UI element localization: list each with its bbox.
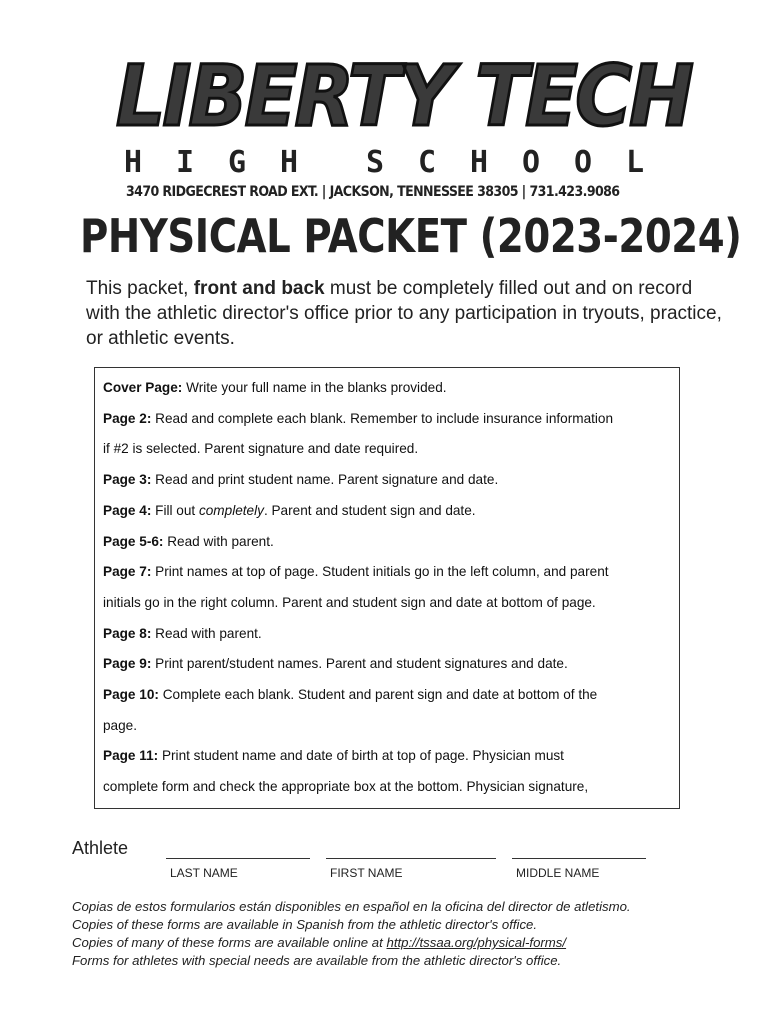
instruction-page-label: Page 4: — [103, 502, 152, 518]
instruction-text: complete form and check the appropriate box at the bottom. Physician signature, — [103, 779, 589, 795]
middle-name-label: MIDDLE NAME — [516, 866, 600, 880]
instruction-line — [103, 619, 671, 650]
athlete-label: Athlete — [72, 838, 129, 858]
instruction-line — [103, 527, 671, 558]
instruction-page-label: Page 10: — [103, 687, 159, 703]
instruction-text: . Parent and student sign and date. — [263, 502, 476, 518]
instruction-text: Fill out — [151, 502, 199, 518]
instruction-text: Read with parent. — [151, 625, 262, 641]
instruction-line — [103, 404, 671, 435]
instruction-line — [103, 588, 671, 619]
instruction-page-label: Page 9: — [103, 656, 152, 672]
instruction-page-label: Page 2: — [103, 410, 152, 426]
instruction-line — [103, 680, 671, 711]
logo-subtitle-letter: H — [469, 145, 488, 180]
instruction-page-label: Page 3: — [103, 472, 152, 488]
logo-subtitle-letter: C — [417, 145, 436, 180]
intro-bold: front and back — [193, 278, 325, 299]
school-address: 3470 RIDGECREST ROAD EXT. | JACKSON, TENNESSEE 38305 | 731.423.9086 — [126, 184, 620, 200]
instruction-text: Print student name and date of birth at top of page. Physician must — [158, 748, 564, 764]
instruction-line — [103, 711, 671, 742]
footer-copies-online — [72, 934, 712, 952]
instruction-line — [103, 465, 671, 496]
logo-subtitle-letter: L — [625, 145, 644, 180]
footer-copies-spanish: Copies of these forms are available in Spanish from the athletic director's office. — [72, 917, 538, 932]
instruction-text: if #2 is selected. Parent signature and date required. — [103, 441, 419, 457]
logo-subtitle-letter: H — [280, 145, 299, 180]
instruction-emphasis: completely — [198, 502, 264, 518]
instructions-box — [94, 367, 680, 809]
last-name-field[interactable] — [166, 858, 310, 859]
logo-title: LIBERTY TECH — [116, 47, 692, 145]
last-name-label: LAST NAME — [170, 866, 238, 880]
logo-subtitle-letter: I — [176, 145, 195, 180]
intro-paragraph — [86, 276, 726, 351]
instruction-text: Read with parent. — [163, 533, 274, 549]
instruction-page-label: Page 11: — [103, 748, 159, 764]
instruction-line — [103, 649, 671, 680]
instruction-text: Complete each blank. Student and parent sign and date at bottom of the — [158, 687, 598, 703]
instruction-line — [103, 772, 671, 803]
instruction-line — [103, 373, 671, 404]
logo-subtitle-letter: G — [228, 145, 247, 180]
first-name-field[interactable] — [326, 858, 496, 859]
middle-name-field[interactable] — [512, 858, 646, 859]
instruction-text: Read and print student name. Parent signature and date. — [151, 472, 499, 488]
footer-spanish: Copias de estos formularios están disponibles en español en la oficina del director de atletismo. — [72, 899, 631, 914]
logo-subtitle — [124, 146, 644, 180]
instruction-text: Read and complete each blank. Remember to include insurance information — [151, 410, 614, 426]
footer-online-prefix: Copies of many of these forms are available online at — [72, 935, 387, 950]
instruction-page-label: Page 5-6: — [103, 533, 164, 549]
instruction-text: Print names at top of page. Student initials go in the left column, and parent — [151, 564, 609, 580]
instruction-page-label: Cover Page: — [103, 380, 183, 395]
instruction-line — [103, 741, 671, 772]
logo-subtitle-letter: O — [573, 145, 592, 180]
instruction-text: Print parent/student names. Parent and student signatures and date. — [151, 656, 568, 672]
first-name-label: FIRST NAME — [330, 866, 403, 880]
intro-text-1: This packet, — [86, 278, 194, 299]
instruction-page-label: Page 7: — [103, 564, 152, 580]
footer-notes — [72, 898, 712, 970]
logo-subtitle-letter: O — [521, 145, 540, 180]
instruction-page-label: Page 8: — [103, 625, 152, 641]
logo-subtitle-letter: S — [365, 145, 384, 180]
instruction-line — [103, 434, 671, 465]
packet-title: PHYSICAL PACKET (2023-2024) — [80, 209, 742, 263]
logo-subtitle-letter: H — [124, 145, 143, 180]
school-logo — [110, 47, 692, 200]
instruction-text: initials go in the right column. Parent and student sign and date at bottom of page. — [103, 594, 596, 610]
footer-special-needs: Forms for athletes with special needs are available from the athletic director's office. — [72, 953, 562, 968]
instruction-text: page. — [103, 717, 138, 733]
instruction-line — [103, 557, 671, 588]
instruction-line — [103, 496, 671, 527]
instruction-text: Write your full name in the blanks provided. — [182, 380, 447, 395]
tssaa-link[interactable]: http://tssaa.org/physical-forms/ — [386, 935, 567, 950]
intro-text-2: must be completely filled out and on record with the athletic director's office prior to any participation in tryouts, practice, or athletic events. — [86, 278, 722, 349]
